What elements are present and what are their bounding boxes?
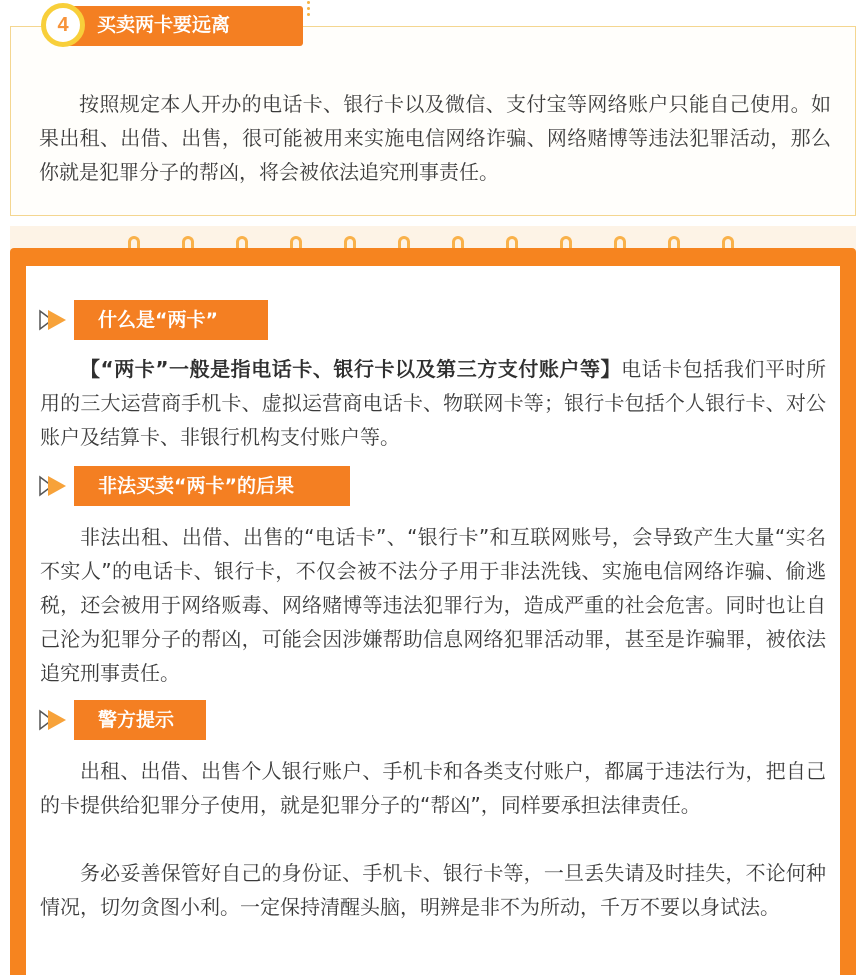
what-is-bold-lead: 【“两卡”一般是指电话卡、银行卡以及第三方支付账户等】 <box>80 357 622 381</box>
subsection-title: 警方提示 <box>74 700 206 740</box>
play-triangle-icon <box>38 708 70 732</box>
orange-frame <box>10 248 856 975</box>
police-tips-paragraph-2: 务必妥善保管好自己的身份证、手机卡、银行卡等，一旦丢失请及时挂失，不论何种情况，切勿贪图小利。一定保持清醒头脑，明辨是非不为所动，千万不要以身试法。 <box>40 861 826 919</box>
section-4-title: 买卖两卡要远离 <box>97 14 231 36</box>
what-is-body <box>40 352 826 454</box>
section-4-header <box>41 1 273 46</box>
subsection-consequences-header <box>38 466 378 506</box>
section-number-badge: 4 <box>41 3 85 47</box>
subsection-police-tips-header <box>38 700 238 740</box>
police-tips-paragraph-1: 出租、出借、出售个人银行账户、手机卡和各类支付账户，都属于违法行为，把自己的卡提供给犯罪分子使用，就是犯罪分子的“帮凶”，同样要承担法律责任。 <box>40 759 826 817</box>
play-triangle-icon <box>38 308 70 332</box>
subsection-title: 非法买卖“两卡”的后果 <box>74 466 350 506</box>
play-triangle-icon <box>38 474 70 498</box>
subsection-what-is-header <box>38 300 298 340</box>
frame-content <box>26 266 840 975</box>
what-is-text: 电话卡包括我们平时所用的三大运营商手机卡、虚拟运营商电话卡、物联网卡等；银行卡包括个人银行卡、对公账户及结算卡、非银行机构支付账户等。 <box>40 357 827 449</box>
section-4-body: 按照规定本人开办的电话卡、银行卡以及微信、支付宝等网络账户只能自己使用。如果出租、出借、出售，很可能被用来实施电信网络诈骗、网络赌博等违法犯罪活动，那么你就是犯罪分子的帮凶，将会被依法追究刑事责任。 <box>39 92 831 184</box>
section-4-card <box>10 14 856 216</box>
decorative-dots <box>307 1 311 19</box>
consequences-body: 非法出租、出借、出售的“电话卡”、“银行卡”和互联网账号，会导致产生大量“实名不实人”的电话卡、银行卡，不仅会被不法分子用于非法洗钱、实施电信网络诈骗、偷逃税，还会被用于网络贩毒、网络赌博等违法犯罪行为，造成严重的社会危害。同时也让自己沦为犯罪分子的帮凶，可能会因涉嫌帮助信息网络犯罪活动罪，甚至是诈骗罪，被依法追究刑事责任。 <box>40 525 826 685</box>
subsection-title: 什么是“两卡” <box>74 300 268 340</box>
